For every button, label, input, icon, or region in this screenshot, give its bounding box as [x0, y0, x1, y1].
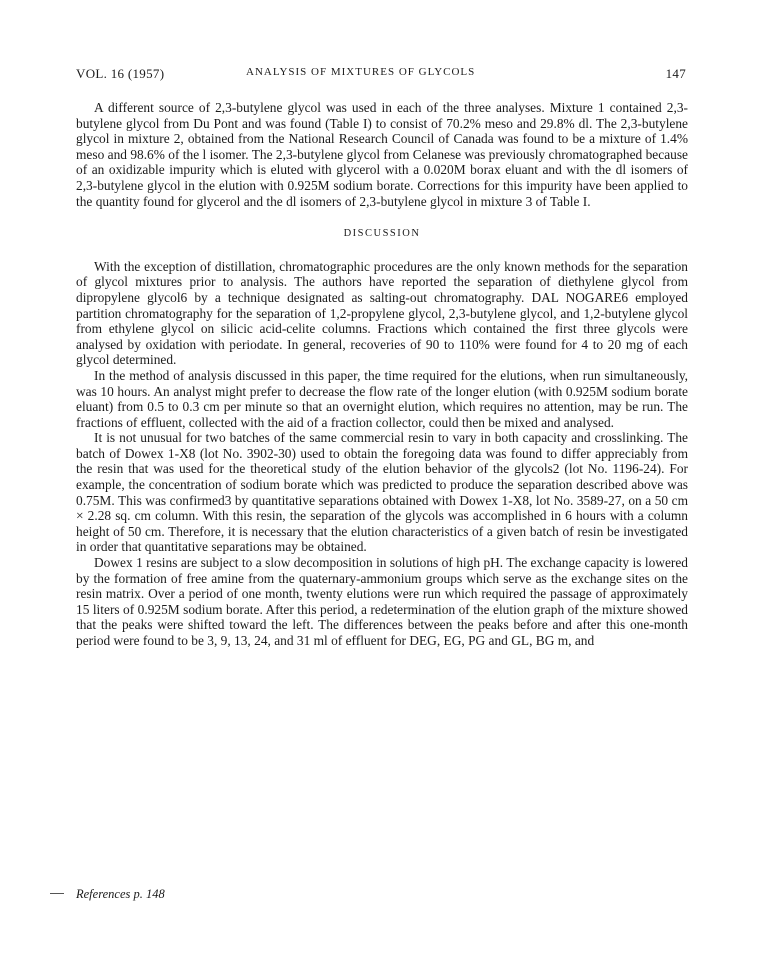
page-number: 147	[665, 66, 686, 81]
volume-info: VOL. 16 (1957)	[76, 66, 165, 81]
paragraph: Dowex 1 resins are subject to a slow decomposition in solutions of high pH. The exchange capacity is lowered by the formation of free amine from the quaternary-ammonium groups which serve as the exchange sites on the resin matrix. Over a period of one month, twenty elutions were run which required the passage of approximately 15 liters of 0.925M sodium borate. After this period, a redetermination of the elution graph of the mixture showed that the peaks were shifted toward the left. The differences between the peaks before and after this one-month period were found to be 3, 9, 13, 24, and 31 ml of effluent for DEG, EG, PG and GL, BG m, and	[76, 555, 688, 648]
references-note: References p. 148	[76, 887, 165, 901]
footer-dash	[50, 893, 64, 894]
paragraph: In the method of analysis discussed in this paper, the time required for the elutions, when run simultaneously, was 10 hours. An analyst might prefer to decrease the flow rate of the longer elution (with 0.925M sodium borate eluant) from 0.5 to 0.3 cm per minute so that an overnight elution, which requires no attention, may be run. The fractions of effluent, collected with the aid of a fraction collector, could then be mixed and analysed.	[76, 367, 688, 430]
paragraph: With the exception of distillation, chromatographic procedures are the only known methods for the separation of glycol mixtures prior to analysis. The authors have reported the separation of diethylene glycol from dipropylene glycol6 by a technique designated as salting-out chromatography. DAL NOGARE6 employed partition chromatography for the separation of 1,2-propylene glycol, 2,3-butylene glycol, and 1,2-butylene glycol from ethylene glycol on silicic acid-celite columns. Fractions which contained the first three glycols were analysed by oxidation with periodate. In general, recoveries of 90 to 110% were found for 4 to 20 mg of each glycol determined.	[76, 258, 688, 368]
paragraph: It is not unusual for two batches of the same commercial resin to vary in both capacity and crosslinking. The batch of Dowex 1-X8 (lot No. 3902-30) used to obtain the foregoing data was found to differ appreciably from the resin that was used for the theoretical study of the elution behavior of the glycols2 (lot No. 1196-24). For example, the concentration of sodium borate which was predicted to produce the separation described above was 0.75M. This was confirmed3 by quantitative separations obtained with Dowex 1-X8, lot No. 3589-27, on a 50 cm × 2.28 sq. cm column. With this resin, the separation of the glycols was accomplished in 6 hours with a column height of 50 cm. Therefore, it is necessary that the elution characteristics of a given batch of resin be investigated in order that quantitative separations may be obtained.	[76, 430, 688, 555]
section-heading: DISCUSSION	[343, 228, 421, 240]
article-body	[76, 100, 688, 649]
running-title: ANALYSIS OF MIXTURES OF GLYCOLS	[246, 66, 476, 78]
running-header	[76, 66, 686, 86]
paragraph: A different source of 2,3-butylene glycol was used in each of the three analyses. Mixture 1 contained 2,3-butylene glycol from Du Pont and was found (Table I) to consist of 70.2% meso and 29.8% dl. The 2,3-butylene glycol in mixture 2, obtained from the National Research Council of Canada was found to be a mixture of 1.4% meso and 98.6% of the l isomer. The 2,3-butylene glycol from Celanese was previously chromatographed because of an oxidizable impurity which is eluted with glycerol with a 0.020M borax eluant and with the dl isomers of 2,3-butylene glycol in the elution with 0.925M sodium borate. Corrections for this impurity have been applied to the quantity found for glycerol and the dl isomers of 2,3-butylene glycol in mixture 3 of Table I.	[76, 100, 688, 209]
